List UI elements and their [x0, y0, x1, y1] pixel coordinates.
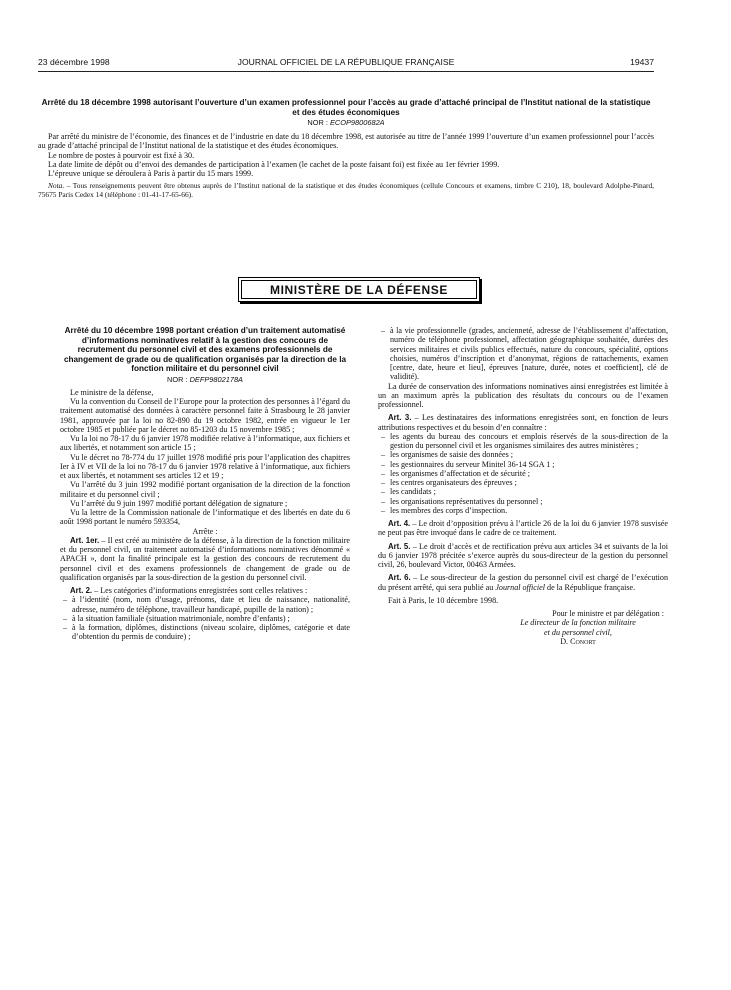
- arrete-defense-nor: [60, 375, 350, 384]
- paragraph: L’épreuve unique se déroulera à Paris à partir du 15 mars 1999.: [48, 169, 254, 179]
- list-item: – les organismes d’affectation et de sécurité ;: [378, 469, 668, 478]
- nota-label: Nota.: [48, 181, 65, 191]
- article-text: – Les catégories d’informations enregistrées sont celles relatives :: [92, 586, 308, 596]
- list-item: – les membres des corps d’inspection.: [378, 506, 668, 515]
- article-label: Art. 3.: [388, 413, 412, 423]
- paragraph: Le nombre de postes à pourvoir est fixé à 30.: [48, 150, 195, 160]
- signature-title-line-1: Le directeur de la fonction militaire: [520, 618, 636, 628]
- visa: Vu la lettre de la Commission nationale de l’informatique et des libertés en date du 6 août 1998 portant le numéro 593354,: [60, 508, 350, 527]
- article-text: – Le droit d’accès et de rectification prévu aux articles 34 et suivants de la loi du 6 janvier 1978 précitée s’exerce auprès du sous-directeur de la gestion du personnel civil, 26, boulevard Victor, 00463 Armées.: [378, 541, 668, 569]
- column-left: [60, 326, 350, 642]
- list-item: – les gestionnaires du serveur Minitel 36-14 SGA 1 ;: [378, 460, 668, 469]
- arrete-defense-body-right: [378, 326, 668, 646]
- article-3: [378, 413, 668, 432]
- nor-code: ECOP9800682A: [329, 118, 385, 128]
- list-item: – à l’identité (nom, nom d’usage, prénoms, date et lieu de naissance, nationalité, adresse, numéro de téléphone, travailleur handicapé, pupille de la nation) ;: [60, 595, 350, 614]
- visa: Vu l’arrêté du 3 juin 1992 modifié portant organisation de la direction de la fonction militaire et du personnel civil ;: [60, 480, 350, 499]
- article-2: [60, 586, 350, 595]
- arrete-keyword: Arrête :: [192, 526, 218, 536]
- visa: Vu la loi no 78-17 du 6 janvier 1978 modifiée relative à l’informatique, aux fichiers et aux libertés, et notamment son article 15 ;: [60, 434, 350, 453]
- nor-label: NOR :: [307, 118, 328, 128]
- article-6: [378, 573, 668, 592]
- article-5: [378, 542, 668, 570]
- article-label: Art. 2.: [70, 586, 93, 596]
- list-item: – les centres organisateurs des épreuves ;: [378, 478, 668, 487]
- list-item: – les organisations représentatives du personnel ;: [378, 497, 668, 506]
- article-text: – Il est créé au ministère de la défense, à la direction de la fonction militaire et du personnel civil, un traitement automatisé d’informations nominatives dénommé « APACH », dont la finalité principale est la gestion des concours de recrutement du personnel civil et des examens professionnels de changement de grade ou de qualification organisés par la sous-direction de la gestion du personnel civil.: [60, 535, 350, 582]
- header-rule: [38, 71, 654, 72]
- article-text: – Le sous-directeur de la gestion du personnel civil est chargé de l’exécution du présent arrêté, qui sera publié au: [378, 573, 668, 592]
- list-item: – les candidats ;: [378, 487, 668, 496]
- nota: [38, 182, 654, 199]
- paragraph: La date limite de dépôt ou d’envoi des demandes de participation à l’examen (le cachet de la poste faisant foi) est fixée au 1er février 1999.: [48, 159, 500, 169]
- paragraph: Par arrêté du ministre de l’économie, des finances et de l’industrie en date du 18 décembre 1998, est autorisée au titre de l’année 1999 l’ouverture d’un examen professionnel pour l’accès au grade d’attaché principal de l’Institut national de la statistique et des études économiques.: [38, 132, 654, 151]
- column-right: [378, 326, 668, 646]
- ministry-heading-box: [238, 277, 480, 302]
- article-text: de la République française.: [545, 582, 636, 592]
- list-item: – à la situation familiale (situation matrimoniale, nombre d’enfants) ;: [60, 614, 350, 623]
- page-header: [38, 57, 654, 71]
- arrete-insee-body: [38, 132, 654, 199]
- article-text: – Les destinataires des informations enregistrées sont, en fonction de leurs attributions respectives et du besoin d’en connaître :: [378, 413, 668, 432]
- article-label: Art. 1er.: [70, 535, 100, 545]
- conservation-paragraph: La durée de conservation des informations nominatives ainsi enregistrées est limitée à un an maximum après la publication des résultats du concours ou de l’examen professionnel.: [378, 381, 668, 409]
- header-page-number: 19437: [630, 57, 654, 67]
- arrete-insee-nor: [38, 118, 654, 127]
- arrete-insee: [38, 98, 654, 200]
- header-journal-title: JOURNAL OFFICIEL DE LA RÉPUBLIQUE FRANÇAISE: [237, 57, 455, 67]
- article-text: – Le droit d’opposition prévu à l’article 26 de la loi du 6 janvier 1978 susvisée ne peut pas être invoqué dans le cadre de ce traitement.: [378, 519, 668, 538]
- article-1: [60, 536, 350, 582]
- signature-name: D. Conort: [560, 636, 596, 646]
- fait-a-paris: Fait à Paris, le 10 décembre 1998.: [388, 595, 499, 605]
- arrete-insee-title: Arrêté du 18 décembre 1998 autorisant l’ouverture d’un examen professionnel pour l’accès au grade d’attaché principal de l’Institut national de la statistique et des études économiques: [41, 98, 651, 117]
- signature-intro: Pour le ministre et par délégation :: [552, 609, 664, 618]
- ministry-heading: MINISTÈRE DE LA DÉFENSE: [241, 280, 477, 299]
- article-label: Art. 5.: [388, 541, 411, 551]
- signature-title-line-2: et du personnel civil,: [544, 627, 612, 637]
- nor-label: NOR :: [166, 374, 188, 384]
- arrete-defense-title: Arrêté du 10 décembre 1998 portant création d’un traitement automatisé d’informations nominatives relatif à la gestion des concours de recrutement du personnel civil et des examens professionnels de changement de grade ou de qualification organisés par la direction de la fonction militaire et du personnel civil: [63, 326, 347, 374]
- list-item: – les agents du bureau des concours et emplois réservés de la sous-direction de la gestion du personnel civil et les organismes similaires des autres ministères ;: [378, 432, 668, 451]
- journal-name: Journal officiel: [495, 582, 545, 592]
- nor-code: DEFP9802178A: [189, 374, 243, 384]
- intro: Le ministre de la défense,: [70, 387, 154, 397]
- visa: Vu le décret no 78-774 du 17 juillet 1978 modifié pris pour l’application des chapitres Ier à IV et VII de la loi no 78-17 du 6 janvier 1978 relative à l’informatique, aux fichiers et aux libertés, et notamment ses articles 12 et 19 ;: [60, 452, 350, 481]
- article-4: [378, 519, 668, 538]
- visa: Vu la convention du Conseil de l’Europe pour la protection des personnes à l’égard du traitement automatisé des données à caractère personnel faite à Strasbourg le 28 janvier 1981, approuvée par la loi no 82-890 du 19 octobre 1982, entrée en vigueur le 1er octobre 1985 et publiée par le décret no 85-1203 du 15 novembre 1985 ;: [60, 397, 350, 434]
- visa: Vu l’arrêté du 9 juin 1997 modifié portant délégation de signature ;: [70, 498, 288, 508]
- header-date: 23 décembre 1998: [38, 57, 110, 67]
- article-label: Art. 6.: [388, 573, 411, 583]
- list-item: – à la formation, diplômes, distinctions (niveau scolaire, diplômes, catégorie et date d’obtention du permis de conduire) ;: [60, 623, 350, 642]
- nota-text: – Tous renseignements peuvent être obtenus auprès de l’Institut national de la statistique et des études économiques (cellule Concours et examens, timbre C 210), 18, boulevard Adolphe-Pinard, 75675 Paris Cedex 14 (téléphone : 01-41-17-65-66).: [38, 181, 654, 200]
- list-item: – à la vie professionnelle (grades, ancienneté, adresse de l’établissement d’affectation, numéro de téléphone professionnel, affectation géographique souhaitée, durées des services militaires et civils publics effectués, nature du concours, spécialité, options choisies, numéros d’inscription et d’anonymat, régions de rattachements, examen [centre, date, heure et lieu], épreuves [nature, durée, notes et coefficient], clé de validité).: [378, 326, 668, 382]
- arrete-defense-body-left: [60, 388, 350, 642]
- list-item: – les organismes de saisie des données ;: [378, 450, 668, 459]
- article-label: Art. 4.: [388, 519, 411, 528]
